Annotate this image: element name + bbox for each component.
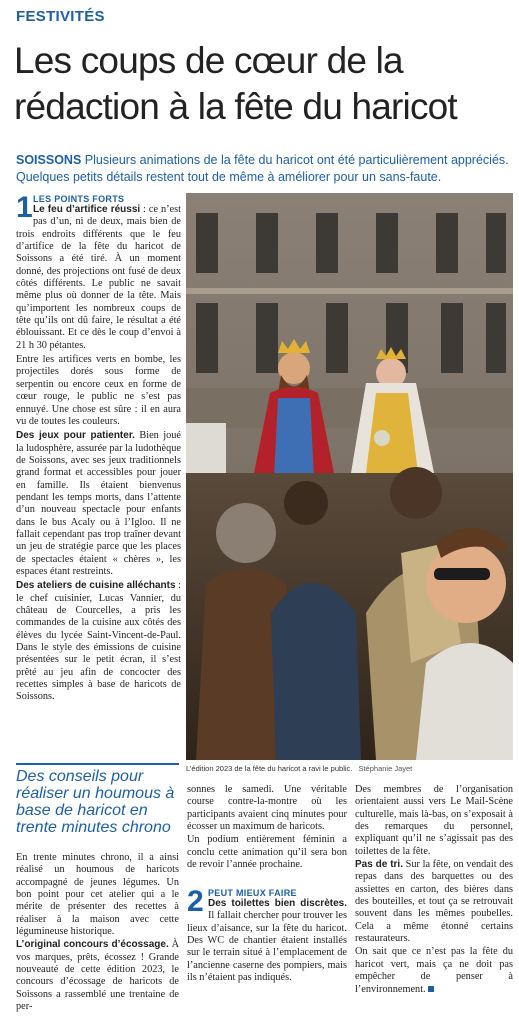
- section-2-number: 2: [187, 885, 204, 918]
- section-2-title: PEUT MIEUX FAIRE: [208, 888, 297, 898]
- lede: [16, 152, 511, 186]
- paragraph: [355, 946, 513, 995]
- paragraph: Entre les artifices verts en bombe, les projectiles dorés sous forme de serpentin ou encore ceux en forme de cœur rouge, le public ne s’est pas ennuyé. Une chose est sûre : il en aura vu de toutes les couleurs.: [16, 354, 181, 427]
- paragraph-lead: L’original concours d’écossage.: [16, 939, 169, 951]
- photo-caption: [186, 764, 513, 773]
- festival-photo: [186, 193, 513, 760]
- sidebar-rule: [16, 763, 179, 765]
- paragraph-text: Sur la fête, on vendait des repas dans des barquettes ou des assiettes en carton, des bières dans des bouteilles, et tout ça se retrouvait souvent dans les mêmes poubelles. Cela a même étonné certains restaurateurs.: [355, 859, 513, 945]
- headline-line-2: rédaction à la fête du haricot: [14, 86, 457, 127]
- column-3: [355, 784, 513, 996]
- headline-line-1: Les coups de cœur de la: [14, 40, 403, 81]
- paragraph-lead: Pas de tri.: [355, 859, 403, 871]
- photo-credit: Stéphanie Jayet: [358, 764, 413, 773]
- sidebar-body: [16, 852, 179, 1013]
- section-1: [16, 191, 181, 704]
- column-2: [187, 784, 347, 871]
- section-1-title: LES POINTS FORTS: [33, 194, 125, 204]
- paragraph: sonnes le samedi. Une véritable course contre-la-montre où les participants avaient cinq minutes pour écosser un maximum de haricots.: [187, 784, 347, 833]
- paragraph-lead: Des ateliers de cuisine alléchants: [16, 580, 176, 592]
- paragraph-text: Il fallait chercher pour trouver les lieux d’aisance, sur la fête du haricot. Des WC de chantier étaient installés sur le terrain situé à l’emplacement de l’ancienne caserne des pompiers, mais ils n’étaient pas indiqués.: [187, 910, 347, 984]
- paragraph-text: À vos marques, prêts, écossez ! Grande nouveauté de cette édition 2023, le concours d’écossage de haricots de Soissons a rassemblé une trentaine de per-: [16, 939, 179, 1013]
- section-1-body: [16, 204, 181, 704]
- section-1-number: 1: [16, 191, 33, 224]
- lede-text: Plusieurs animations de la fête du haricot ont été particulièrement appréciés. Quelques petits détails restent tout de même à améliorer pour un sans-faute.: [16, 153, 509, 184]
- section-kicker: FESTIVITÉS: [16, 8, 105, 25]
- paragraph-lead: Des toilettes bien discrètes.: [208, 898, 347, 909]
- paragraph: [16, 939, 179, 1013]
- paragraph-lead: Des jeux pour patienter.: [16, 430, 135, 442]
- headline: [14, 38, 514, 130]
- end-mark-icon: [428, 986, 434, 992]
- paragraph: Des membres de l’organisation orientaient aussi vers Le Mail-Scène culturelle, mais là-bas, on s’exposait à des remarques du personnel, expliquant qu’il ne s’agissait pas des toilettes de la fête.: [355, 784, 513, 857]
- paragraph-lead: Le feu d’artifice réussi: [33, 204, 141, 215]
- paragraph: [355, 859, 513, 945]
- paragraph: Un podium entièrement féminin a conclu cette animation qu’il sera bon de revoir l’année prochaine.: [187, 834, 347, 871]
- paragraph-text: : ce n’est pas d’un, ni de deux, mais bien de trois endroits différents que le feu d’artifice de la fête du haricot de Soissons a été tiré. À un moment donné, des projections ont fusé de deux côtés différents. Le public ne savait même plus où donner de la tête. Mais qu’importent les nombreux coups de tête qu’ils ont dû faire, le résultat a été éblouissant. Et ce dès le coup d’envoi à 21 h 30 pétantes.: [16, 204, 181, 351]
- paragraph: [16, 204, 181, 352]
- paragraph: [187, 898, 347, 984]
- sidebar-title: Des conseils pour réaliser un houmous à base de haricot en trente minutes chrono: [16, 768, 175, 836]
- paragraph-text: On sait que ce n’est pas la fête du haricot vert, mais ça ne doit pas empêcher de penser à l’environnement.: [355, 946, 513, 995]
- paragraph: [16, 430, 181, 578]
- paragraph: En trente minutes chrono, il a ainsi réalisé un houmous de haricots accompagné de jeunes légumes. Un bon point pour cet atelier qui a le mérite de présenter des recettes à réaliser à la maison avec cette légumineuse historique.: [16, 852, 179, 938]
- paragraph-text: Bien joué la ludosphère, assurée par la ludothèque de Soissons, avec ses jeux traditionnels grand format et accessibles pour jouer en famille. Ils étaient bienvenus pendant les temps morts, dans l’attente d’un nouveau spectacle pour enfants dans le bus Acaly ou à l’Igloo. Il ne fallait cependant pas trop traîner devant un jeu de stratégie parce que les places de spectacles étaient « chères », les espaces étant restreints.: [16, 430, 181, 577]
- paragraph: [16, 580, 181, 703]
- caption-text: L’édition 2023 de la fête du haricot a ravi le public.: [186, 764, 353, 773]
- paragraph-text: : le chef cuisinier, Lucas Vannier, du château de Courcelles, a pris les commandes de la cuisine aux côtés des élèves du lycée Saint-Vincent-de-Paul. Dans le style des émissions de cuisine présentées sur le petit écran, il s’est prêté au jeu afin de concocter des recettes simples à base de haricots de Soissons.: [16, 580, 181, 703]
- section-2: [187, 885, 347, 984]
- lede-place: SOISSONS: [16, 153, 82, 167]
- section-2-body: [187, 898, 347, 984]
- festival-photo-illustration: [186, 193, 513, 760]
